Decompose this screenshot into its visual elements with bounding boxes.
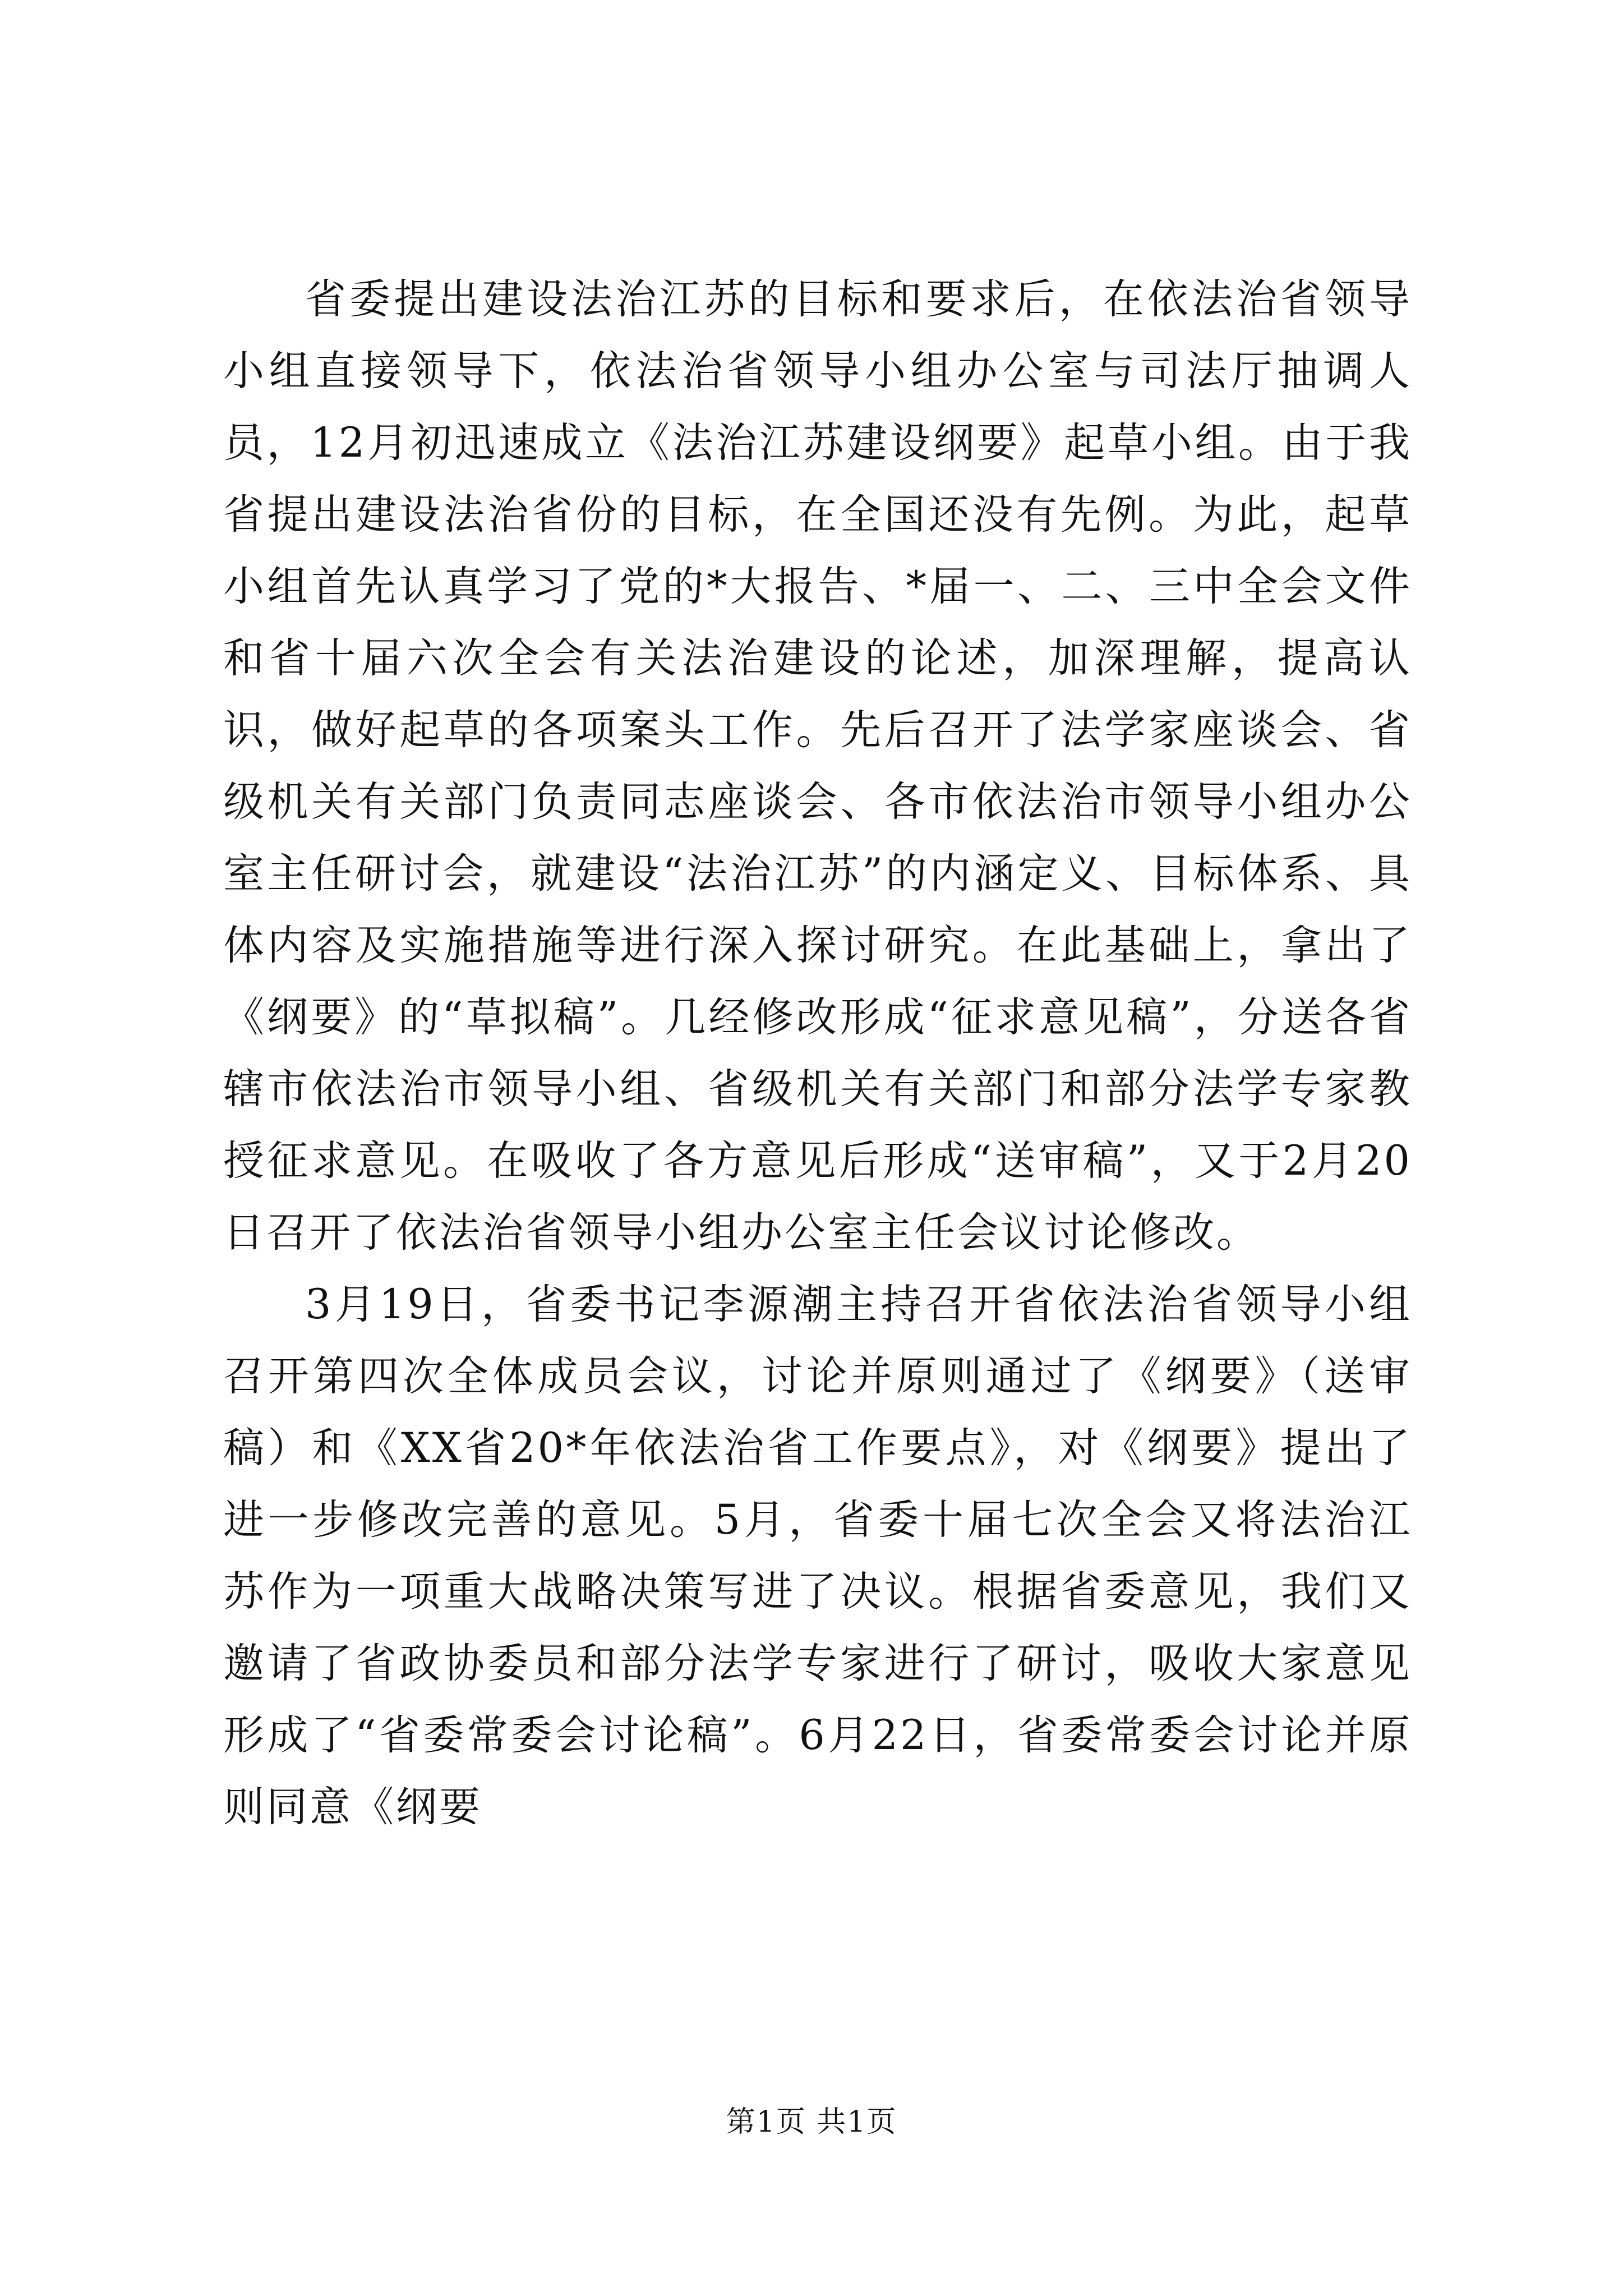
paragraph-1: 省委提出建设法治江苏的目标和要求后，在依法治省领导小组直接领导下，依法治省领导小组办公室与司法厅抽调人员，12月初迅速成立《法治江苏建设纲要》起草小组。由于我省提出建设法治省份的目标，在全国还没有先例。为此，起草小组首先认真学习了党的*大报告、*届一、二、三中全会文件和省十届六次全会有关法治建设的论述，加深理解，提高认识，做好起草的各项案头工作。先后召开了法学家座谈会、省级机关有关部门负责同志座谈会、各市依法治市领导小组办公室主任研讨会，就建设“法治江苏”的内涵定义、目标体系、具体内容及实施措施等进行深入探讨研究。在此基础上，拿出了《纲要》的“草拟稿”。几经修改形成“征求意见稿”，分送各省辖市依法治市领导小组、省级机关有关部门和部分法学专家教授征求意见。在吸收了各方意见后形成“送审稿”，又于2月20日召开了依法治省领导小组办公室主任会议讨论修改。 <box>223 275 1412 1257</box>
paragraph-2: 3月19日，省委书记李源潮主持召开省依法治省领导小组召开第四次全体成员会议，讨论并原则通过了《纲要》（送审稿）和《XX省20*年依法治省工作要点》，对《纲要》提出了进一步修改完善的意见。5月，省委十届七次全会又将法治江苏作为一项重大战略决策写进了决议。根据省委意见，我们又邀请了省政协委员和部分法学专家进行了研讨，吸收大家意见形成了“省委常委会讨论稿”。6月22日，省委常委会讨论并原则同意《纲要 <box>223 1281 1412 1831</box>
page-footer: 第1页 共1页 <box>726 2105 897 2139</box>
document-body <box>223 264 1412 1843</box>
